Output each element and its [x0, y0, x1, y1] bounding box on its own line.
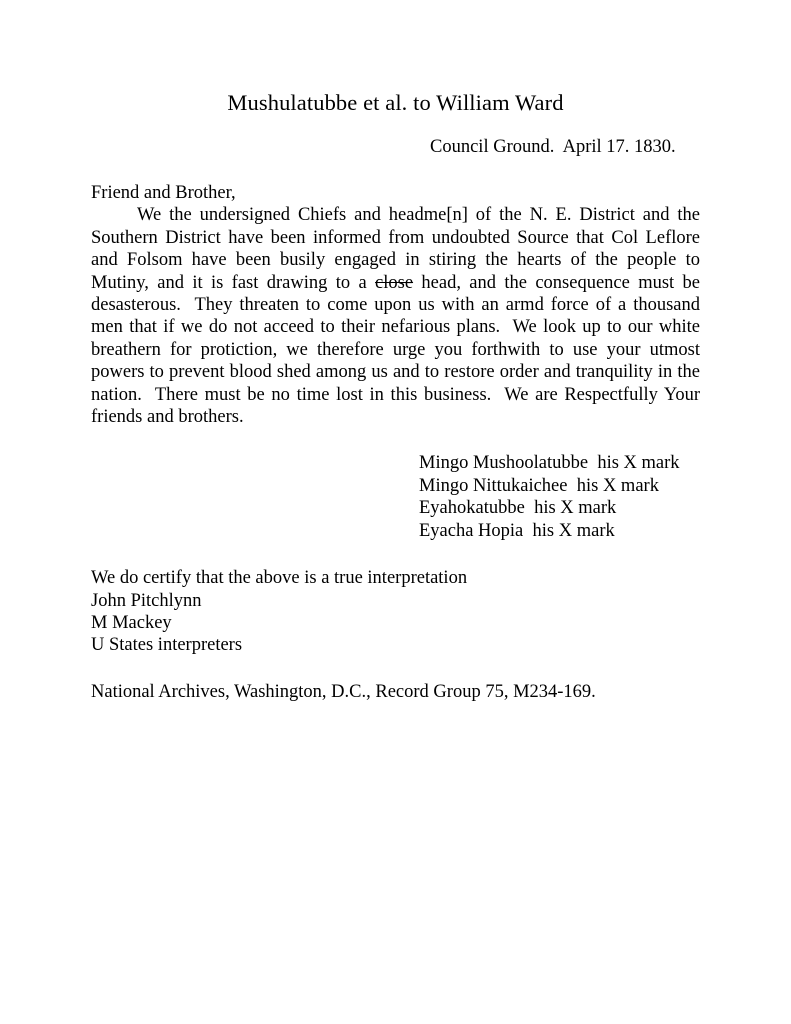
page-title: Mushulatubbe et al. to William Ward	[227, 90, 564, 115]
struck-through-word: close	[375, 272, 414, 293]
body-text-part-1: We the undersigned Chiefs and headme[n] of the N. E. District and the Southern District have been informed from undoubted Source that Col Leflore and Folsom have been busily engaged in stiring the hearts of the people to Mutiny, and it is fast drawing to a	[91, 205, 705, 293]
certification-line: John Pitchlynn	[91, 590, 202, 611]
body-text-part-2: head, and the consequence must be desasterous. They threaten to come upon us with an armd force of a thousand men that if we do not acceed to their nefarious plans. We look up to our white breathern for protiction, we therefore urge you forthwith to use your utmost powers to prevent blood shed among us and to restore order and tranquility in the nation. There must be no time lost in this business. We are Respectfully Your friends and brothers.	[91, 272, 705, 428]
body-paragraph	[91, 204, 705, 428]
dateline: Council Ground. April 17. 1830.	[430, 137, 676, 157]
signature-block	[91, 428, 700, 542]
archive-citation: National Archives, Washington, D.C., Record Group 75, M234-169.	[91, 681, 596, 702]
salutation: Friend and Brother,	[91, 183, 236, 203]
document-content	[91, 0, 705, 703]
signature-line: Mingo Nittukaichee his X mark	[419, 475, 659, 496]
signature-line: Eyacha Hopia his X mark	[419, 520, 615, 541]
signature-line: Eyahokatubbe his X mark	[419, 498, 617, 519]
signature-line: Mingo Mushoolatubbe his X mark	[419, 453, 680, 474]
certification-line: We do certify that the above is a true interpretation	[91, 568, 468, 589]
certification-block	[91, 542, 700, 657]
certification-line: M Mackey	[91, 612, 172, 633]
certification-line: U States interpreters	[91, 635, 243, 656]
